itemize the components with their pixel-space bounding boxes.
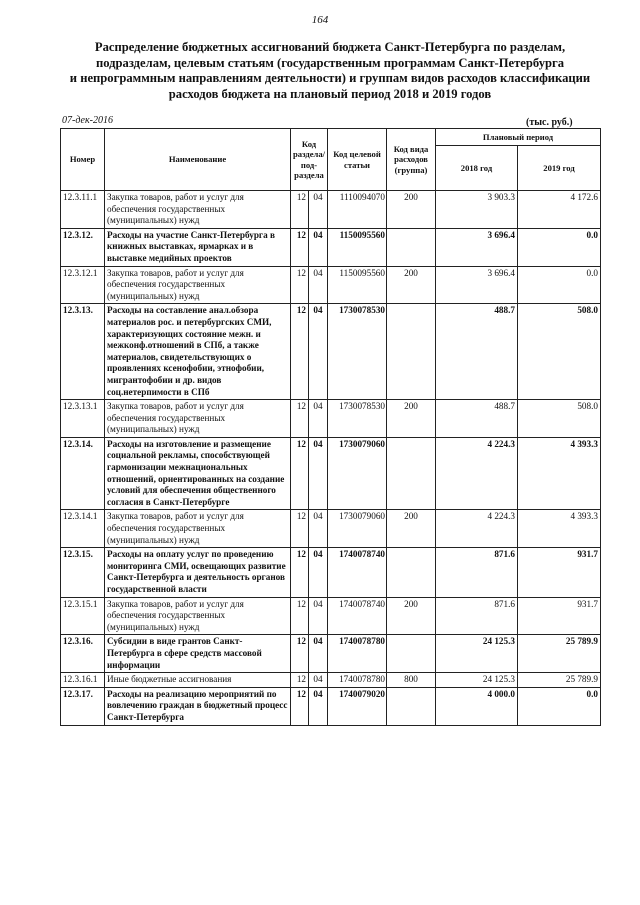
row-2019: 0.0 bbox=[518, 266, 601, 304]
title-line: расходов бюджета на плановый период 2018 и 2019 годов bbox=[168, 86, 492, 101]
row-section: 12 bbox=[291, 191, 309, 229]
table-row bbox=[61, 510, 601, 548]
units-label: (тыс. руб.) bbox=[526, 117, 573, 128]
row-2019: 508.0 bbox=[518, 304, 601, 400]
row-section: 12 bbox=[291, 687, 309, 725]
header-expense: Код вида расходов (группа) bbox=[387, 129, 436, 191]
row-2019: 4 172.6 bbox=[518, 191, 601, 229]
row-subsection: 04 bbox=[309, 673, 328, 688]
row-target: 1740078740 bbox=[328, 548, 387, 597]
row-section: 12 bbox=[291, 437, 309, 510]
row-2019: 931.7 bbox=[518, 548, 601, 597]
row-name: Закупка товаров, работ и услуг для обеспечения государственных (муниципальных) нужд bbox=[105, 191, 291, 229]
row-2019: 508.0 bbox=[518, 400, 601, 438]
row-name: Закупка товаров, работ и услуг для обеспечения государственных (муниципальных) нужд bbox=[105, 510, 291, 548]
row-2018: 4 224.3 bbox=[436, 437, 518, 510]
row-target: 1730078530 bbox=[328, 304, 387, 400]
row-section: 12 bbox=[291, 400, 309, 438]
row-target: 1730079060 bbox=[328, 510, 387, 548]
table-row bbox=[61, 304, 601, 400]
row-2018: 4 224.3 bbox=[436, 510, 518, 548]
row-2018: 488.7 bbox=[436, 400, 518, 438]
page-number: 164 bbox=[311, 14, 329, 26]
row-section: 12 bbox=[291, 266, 309, 304]
table-row bbox=[61, 687, 601, 725]
row-expense-group bbox=[387, 228, 436, 266]
table-row bbox=[61, 266, 601, 304]
row-expense-group bbox=[387, 437, 436, 510]
row-number: 12.3.11.1 bbox=[61, 191, 105, 229]
row-target: 1740079020 bbox=[328, 687, 387, 725]
row-number: 12.3.13.1 bbox=[61, 400, 105, 438]
row-2019: 0.0 bbox=[518, 687, 601, 725]
row-2018: 488.7 bbox=[436, 304, 518, 400]
row-name: Расходы на участие Санкт-Петербурга в книжных выставках, ярмарках и в выставке медийных проектов bbox=[105, 228, 291, 266]
row-subsection: 04 bbox=[309, 635, 328, 673]
row-expense-group bbox=[387, 687, 436, 725]
row-2018: 3 903.3 bbox=[436, 191, 518, 229]
row-name: Закупка товаров, работ и услуг для обеспечения государственных (муниципальных) нужд bbox=[105, 400, 291, 438]
table-row bbox=[61, 228, 601, 266]
document-date: 07-дек-2016 bbox=[62, 115, 113, 126]
table-row bbox=[61, 400, 601, 438]
table-row bbox=[61, 673, 601, 688]
row-2019: 931.7 bbox=[518, 597, 601, 635]
row-number: 12.3.12. bbox=[61, 228, 105, 266]
title-line: Распределение бюджетных ассигнований бюджета Санкт-Петербурга по разделам, bbox=[94, 40, 566, 54]
row-section: 12 bbox=[291, 673, 309, 688]
header-section: Код раздела/ под- раздела bbox=[291, 129, 328, 191]
row-name: Закупка товаров, работ и услуг для обеспечения государственных (муниципальных) нужд bbox=[105, 266, 291, 304]
row-section: 12 bbox=[291, 548, 309, 597]
row-target: 1740078780 bbox=[328, 673, 387, 688]
row-section: 12 bbox=[291, 510, 309, 548]
row-target: 1730078530 bbox=[328, 400, 387, 438]
row-number: 12.3.14. bbox=[61, 437, 105, 510]
row-name: Расходы на реализацию мероприятий по вовлечению граждан в бюджетный процесс Санкт-Петербурга bbox=[105, 687, 291, 725]
row-subsection: 04 bbox=[309, 687, 328, 725]
row-section: 12 bbox=[291, 635, 309, 673]
row-2018: 3 696.4 bbox=[436, 228, 518, 266]
row-number: 12.3.16.1 bbox=[61, 673, 105, 688]
row-target: 1110094070 bbox=[328, 191, 387, 229]
header-plan: Плановый период bbox=[436, 129, 601, 146]
row-number: 12.3.13. bbox=[61, 304, 105, 400]
row-expense-group: 200 bbox=[387, 597, 436, 635]
row-subsection: 04 bbox=[309, 400, 328, 438]
row-2019: 4 393.3 bbox=[518, 437, 601, 510]
row-name: Расходы на оплату услуг по проведению мониторинга СМИ, освещающих развитие Санкт-Петербурга и деятельность органов государственной власти bbox=[105, 548, 291, 597]
row-target: 1730079060 bbox=[328, 437, 387, 510]
row-2018: 24 125.3 bbox=[436, 673, 518, 688]
row-subsection: 04 bbox=[309, 266, 328, 304]
row-subsection: 04 bbox=[309, 304, 328, 400]
header-name: Наименование bbox=[105, 129, 291, 191]
row-section: 12 bbox=[291, 597, 309, 635]
row-name: Закупка товаров, работ и услуг для обеспечения государственных (муниципальных) нужд bbox=[105, 597, 291, 635]
row-2019: 0.0 bbox=[518, 228, 601, 266]
row-subsection: 04 bbox=[309, 548, 328, 597]
row-2019: 4 393.3 bbox=[518, 510, 601, 548]
table-row bbox=[61, 191, 601, 229]
row-2019: 25 789.9 bbox=[518, 673, 601, 688]
row-expense-group bbox=[387, 548, 436, 597]
row-name: Расходы на изготовление и размещение социальной рекламы, способствующей гармонизации межнациональных отношений, ориентированных на создание условий для обеспечения общественного согласия в Санкт-Петербурге bbox=[105, 437, 291, 510]
row-expense-group: 200 bbox=[387, 400, 436, 438]
row-subsection: 04 bbox=[309, 437, 328, 510]
row-target: 1740078780 bbox=[328, 635, 387, 673]
row-2018: 871.6 bbox=[436, 597, 518, 635]
document-title bbox=[50, 40, 610, 102]
table-row bbox=[61, 548, 601, 597]
row-name: Расходы на составление анал.обзора материалов рос. и петербургских СМИ, характеризующих состояние межн. и межконф.отношений в СПб, а также материалов, свидетельствующих о проявлениях ксенофобии, этнофобии, мигрантофобии и др. видов соц.нетерпимости в СПб bbox=[105, 304, 291, 400]
row-2018: 4 000.0 bbox=[436, 687, 518, 725]
row-2018: 871.6 bbox=[436, 548, 518, 597]
row-number: 12.3.12.1 bbox=[61, 266, 105, 304]
row-target: 1740078740 bbox=[328, 597, 387, 635]
table-row bbox=[61, 597, 601, 635]
row-number: 12.3.15. bbox=[61, 548, 105, 597]
row-2018: 3 696.4 bbox=[436, 266, 518, 304]
row-name: Субсидии в виде грантов Санкт-Петербурга в сфере средств массовой информации bbox=[105, 635, 291, 673]
budget-table bbox=[60, 128, 601, 726]
header-2018: 2018 год bbox=[436, 146, 518, 191]
row-expense-group bbox=[387, 304, 436, 400]
title-line: подразделам, целевым статьям (государственным программам Санкт-Петербурга bbox=[95, 55, 565, 70]
row-expense-group: 200 bbox=[387, 266, 436, 304]
row-2019: 25 789.9 bbox=[518, 635, 601, 673]
row-name: Иные бюджетные ассигнования bbox=[105, 673, 291, 688]
header-number: Номер bbox=[61, 129, 105, 191]
row-section: 12 bbox=[291, 304, 309, 400]
row-subsection: 04 bbox=[309, 191, 328, 229]
row-target: 1150095560 bbox=[328, 266, 387, 304]
row-number: 12.3.15.1 bbox=[61, 597, 105, 635]
row-2018: 24 125.3 bbox=[436, 635, 518, 673]
row-subsection: 04 bbox=[309, 510, 328, 548]
row-number: 12.3.16. bbox=[61, 635, 105, 673]
header-target: Код целевой статьи bbox=[328, 129, 387, 191]
row-section: 12 bbox=[291, 228, 309, 266]
table-row bbox=[61, 437, 601, 510]
row-subsection: 04 bbox=[309, 228, 328, 266]
table-row bbox=[61, 635, 601, 673]
header-2019: 2019 год bbox=[518, 146, 601, 191]
row-expense-group: 800 bbox=[387, 673, 436, 688]
title-line: и непрограммным направлениям деятельности) и группам видов расходов классификации bbox=[69, 71, 591, 85]
row-subsection: 04 bbox=[309, 597, 328, 635]
row-expense-group bbox=[387, 635, 436, 673]
row-expense-group: 200 bbox=[387, 191, 436, 229]
row-number: 12.3.14.1 bbox=[61, 510, 105, 548]
row-number: 12.3.17. bbox=[61, 687, 105, 725]
row-target: 1150095560 bbox=[328, 228, 387, 266]
row-expense-group: 200 bbox=[387, 510, 436, 548]
